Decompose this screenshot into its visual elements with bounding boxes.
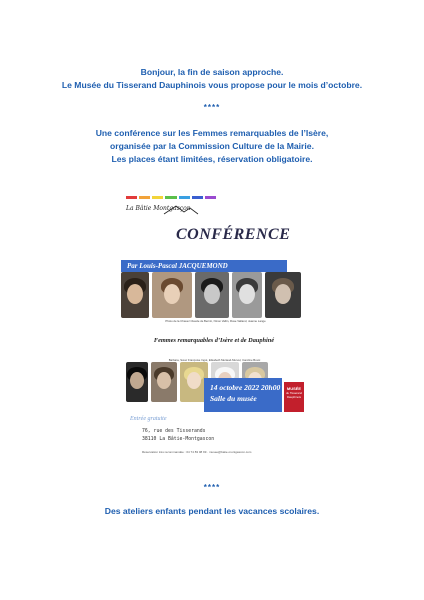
stars-separator-2: **** — [203, 483, 221, 492]
event-date: 14 octobre 2022 20h00 — [210, 383, 281, 392]
color-swatch — [139, 196, 150, 199]
color-swatch — [126, 196, 137, 199]
address-city: 38110 La Bâtie-Montgascon — [142, 437, 215, 442]
museum-logo — [284, 382, 304, 412]
conference-poster — [118, 196, 310, 472]
free-entry: Entrée gratuite — [130, 416, 167, 422]
portrait-photo — [126, 362, 148, 402]
date-venue-box — [204, 378, 282, 412]
logo-color-bar — [126, 196, 216, 199]
color-swatch — [205, 196, 216, 199]
color-swatch — [152, 196, 163, 199]
museum-logo-word: MUSÉE — [286, 386, 302, 391]
workshops-announcement: Des ateliers enfants pendant les vacances scolaires. — [104, 506, 320, 516]
portrait-photo — [151, 362, 177, 402]
portrait-photo — [195, 272, 229, 318]
poster-title: CONFÉRENCE — [176, 226, 291, 243]
poster-subtitle: Femmes remarquables d’Isère et de Dauphiné — [153, 337, 275, 344]
conference-line-1: Une conférence sur les Femmes remarquables de l’Isère, — [95, 128, 329, 138]
photo-credit-top: Photo de la Chavez Claude de Bernin, Ninon Vallin, Rose Valland, Jeanne Lange — [165, 319, 266, 323]
portrait-photo — [232, 272, 262, 318]
portrait-photo — [121, 272, 149, 318]
stars-separator-1: **** — [203, 103, 221, 112]
portrait-row-1 — [121, 272, 301, 318]
photo-credit-middle: Barbara, Sœur Françoise Ingot, Elisabeth Meriaud-Murvel, Caroline Bouic — [168, 358, 261, 362]
color-swatch — [192, 196, 203, 199]
intro-line-2: Le Musée du Tisserand Dauphinois vous propose pour le mois d’octobre. — [61, 80, 363, 90]
speaker-banner: Par Louis-Pascal JACQUEMOND — [121, 260, 287, 272]
town-logo: La Bâtie Montgasçon — [126, 205, 191, 212]
address-street: 76, rue des Tisserands — [142, 429, 206, 434]
color-swatch — [179, 196, 190, 199]
conference-line-2: organisée par la Commission Culture de la Mairie. — [110, 141, 314, 151]
intro-line-1: Bonjour, la fin de saison approche. — [140, 67, 284, 77]
color-swatch — [165, 196, 176, 199]
reservation-info: Réservation très recommandée : 04 74 83 08 99 · musee@batie-montgascon.com — [142, 450, 252, 454]
portrait-photo — [265, 272, 301, 318]
conference-line-3: Les places étant limitées, réservation obligatoire. — [111, 154, 313, 164]
museum-logo-subtext: du Tisserand Dauphinois — [285, 391, 302, 399]
portrait-photo — [152, 272, 192, 318]
event-venue: Salle du musée — [210, 394, 257, 403]
